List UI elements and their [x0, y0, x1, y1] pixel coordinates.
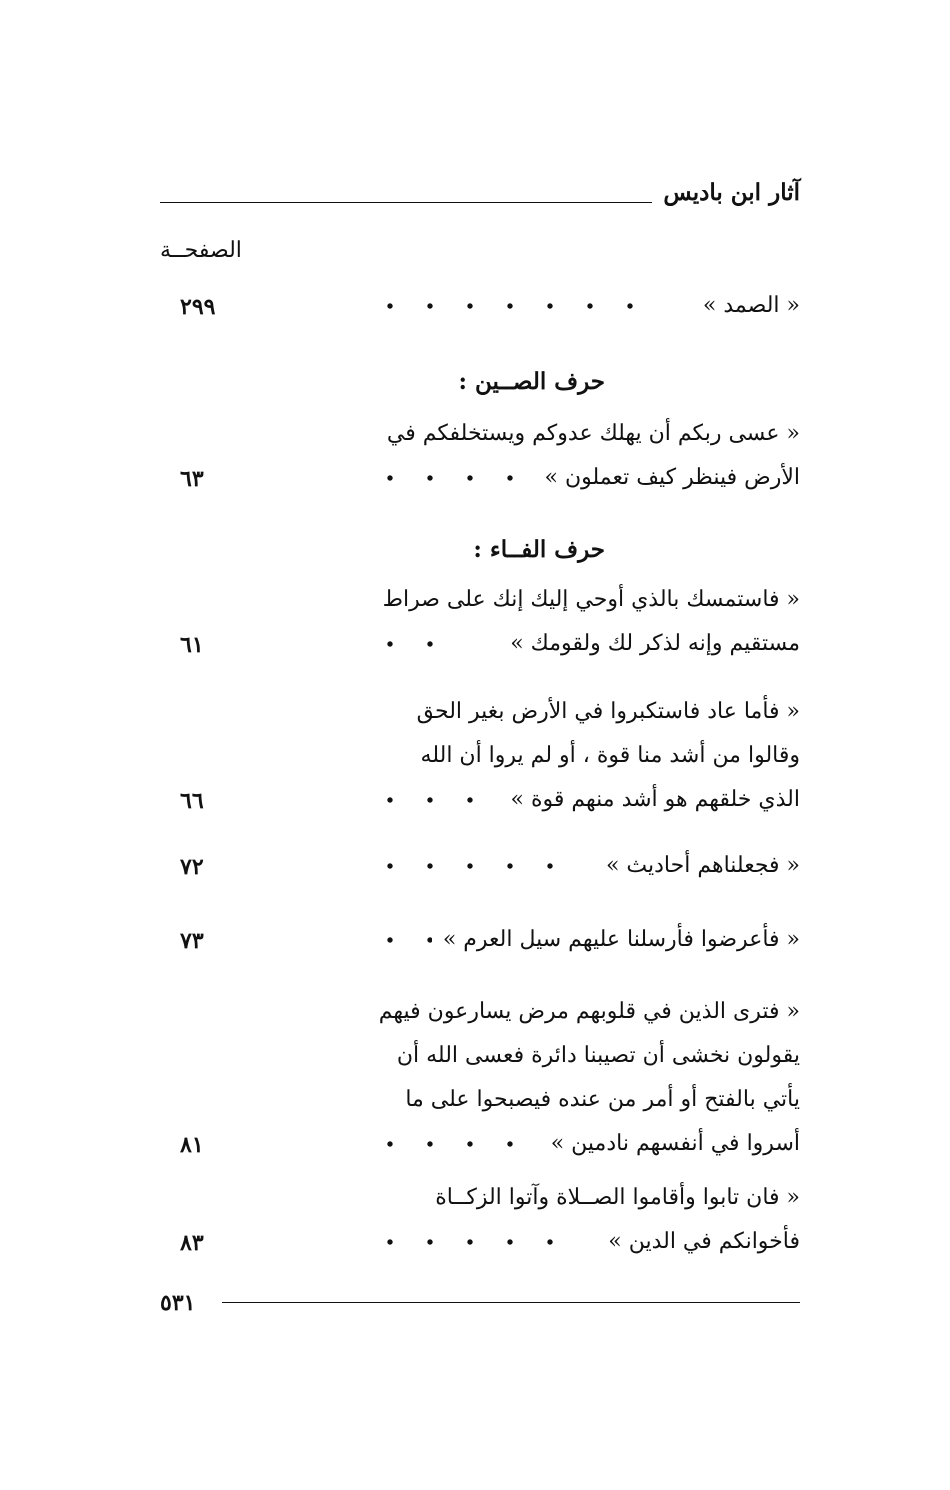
entry-text: « فترى الذين في قلوبهم مرض يسارعون فيهم [378, 999, 800, 1024]
entry-line [160, 1124, 800, 1168]
entry-line [160, 414, 800, 458]
leader-dots [370, 934, 432, 946]
index-entry [160, 1178, 800, 1266]
entry-text: « فاستمسك بالذي أوحي إليك إنك على صراط [382, 587, 800, 612]
leader-dots [370, 860, 572, 872]
index-entry [160, 286, 800, 330]
footer-page-number: ٥٣١ [160, 1290, 196, 1316]
entry-text: يأتي بالفتح أو أمر من عنده فيصبحوا على ما [405, 1087, 800, 1112]
page-number: ٧٢ [180, 854, 204, 880]
entry-text: « فأعرضوا فأرسلنا عليهم سيل العرم » [442, 927, 800, 952]
page-number: ٦٣ [180, 466, 204, 492]
entry-line [160, 624, 800, 668]
page-number: ٦٦ [180, 788, 204, 814]
leader-dots [370, 638, 455, 650]
entry-text: وقالوا من أشد منا قوة ، أو لم يروا أن الله [420, 743, 800, 768]
entry-text: مستقيم وإنه لذكر لك ولقومك » [510, 631, 800, 656]
entry-text: يقولون نخشى أن تصيبنا دائرة فعسى الله أن [396, 1043, 800, 1068]
leader-dots [370, 300, 655, 312]
index-entry [160, 920, 800, 964]
header-rule [160, 202, 652, 203]
page-number: ٨٣ [180, 1230, 204, 1256]
entry-line [160, 1080, 800, 1124]
entry-line [160, 846, 800, 890]
entry-text: « الصمد » [702, 293, 800, 318]
page-column-label: الصفحــة [160, 238, 242, 263]
entry-line [160, 692, 800, 736]
entry-text: فأخوانكم في الدين » [608, 1229, 800, 1254]
entry-text: « فان تابوا وأقاموا الصــلاة وآتوا الزكــاة [435, 1185, 800, 1210]
running-header [160, 178, 800, 218]
page-number: ٨١ [180, 1132, 204, 1158]
leader-dots [370, 794, 490, 806]
leader-dots [370, 1138, 535, 1150]
section-heading: حرف الفــاء : [473, 536, 605, 563]
entry-text: الذي خلقهم هو أشد منهم قوة » [510, 787, 800, 812]
page-number: ٦١ [180, 632, 204, 658]
entry-line [160, 920, 800, 964]
entry-line [160, 736, 800, 780]
page-number: ٧٣ [180, 928, 204, 954]
entry-line [160, 1036, 800, 1080]
entry-text: « فأما عاد فاستكبروا في الأرض بغير الحق [416, 699, 800, 724]
entry-line [160, 286, 800, 330]
entry-text: الأرض فينظر كيف تعملون » [544, 465, 800, 490]
page-footer [160, 1286, 800, 1322]
footer-rule [222, 1302, 800, 1303]
page-number: ٢٩٩ [180, 294, 216, 320]
entry-line [160, 780, 800, 824]
index-entry [160, 692, 800, 824]
index-entry [160, 992, 800, 1168]
entry-text: « فجعلناهم أحاديث » [605, 853, 800, 878]
leader-dots [370, 1236, 575, 1248]
section-heading: حرف الصــين : [458, 368, 605, 395]
index-entry [160, 846, 800, 890]
index-entry [160, 580, 800, 668]
entry-line [160, 1178, 800, 1222]
entry-text: أسروا في أنفسهم نادمين » [550, 1131, 800, 1156]
entry-line [160, 1222, 800, 1266]
entry-text: « عسى ربكم أن يهلك عدوكم ويستخلفكم في [386, 421, 800, 446]
entry-line [160, 580, 800, 624]
entry-line [160, 992, 800, 1036]
index-entry [160, 414, 800, 502]
leader-dots [370, 472, 522, 484]
entry-line [160, 458, 800, 502]
book-title: آثار ابن باديس [663, 179, 800, 206]
